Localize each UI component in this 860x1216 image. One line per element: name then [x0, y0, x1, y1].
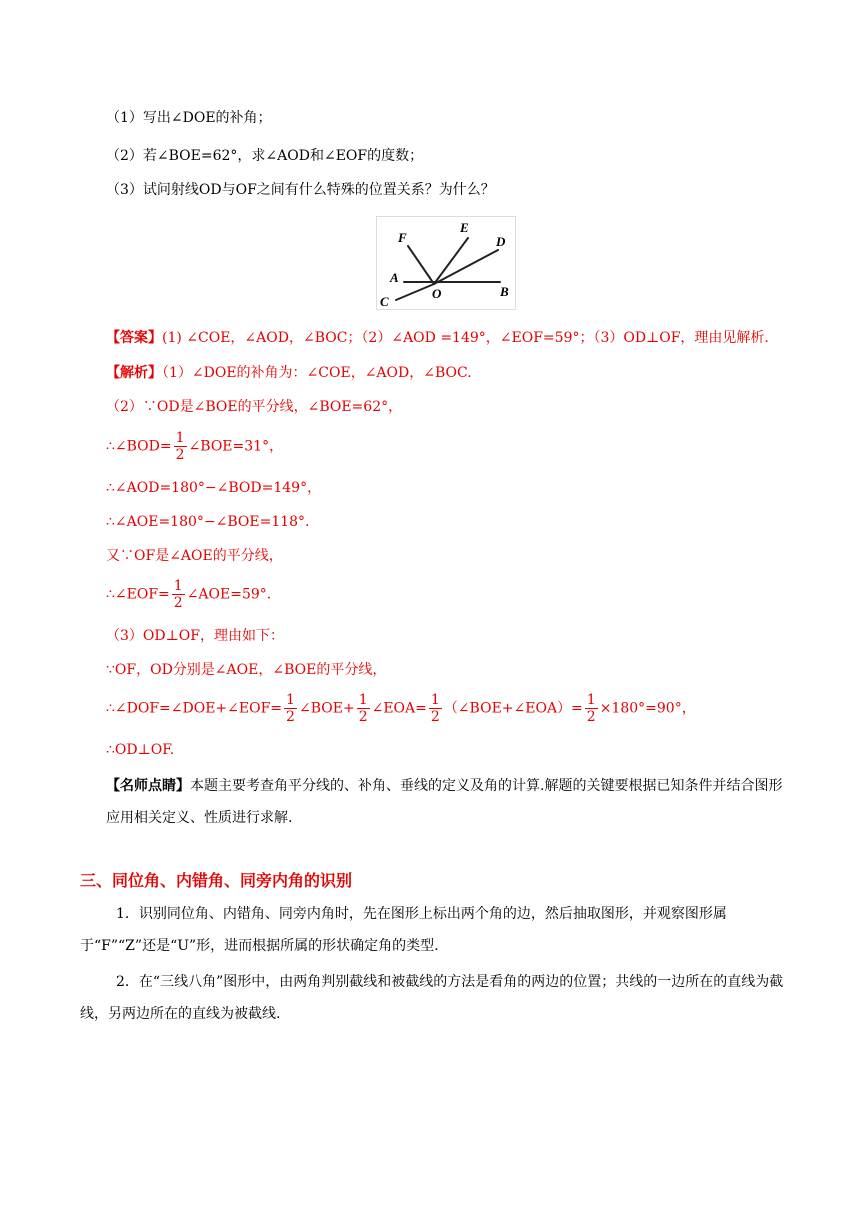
- analysis-line-8: （3）OD⊥OF，理由如下：: [106, 628, 284, 644]
- answer-tag: 【答案】: [106, 330, 162, 346]
- tip-text: 本题主要考查角平分线的、补角、垂线的定义及角的计算.解题的关键要根据已知条件并结合图形应用相关定义、性质进行求解.: [106, 778, 783, 826]
- label-a: A: [390, 270, 399, 285]
- analysis-line-1: 【解析】（1）∠DOE的补角为：∠COE，∠AOD，∠BOC.: [106, 365, 472, 381]
- section-paragraph-1: 1．识别同位角、内错角、同旁内角时，先在图形上标出两个角的边，然后抽取图形，并观察图形属于“F”“Z”还是“U”形，进而根据所属的形状确定角的类型.: [80, 906, 727, 954]
- label-o: O: [432, 286, 442, 301]
- label-b: B: [500, 284, 509, 299]
- analysis-line-11: ∴OD⊥OF.: [106, 742, 175, 758]
- analysis-line-10: ∴∠DOF=∠DOE+∠EOF= $\frac{1}{2}$ ∠BOE+ $\frac{1}{2}$ ∠EOA= $\frac{1}{2}$ （∠BOE+∠EOA）= $\frac{1}{2}$ ×180°=90°，: [106, 692, 696, 725]
- section-paragraph-2: 2．在“三线八角”图形中，由两角判别截线和被截线的方法是看角的两边的位置；共线的一边所在的直线为截线，另两边所在的直线为被截线.: [80, 974, 784, 1022]
- angle-figure: [376, 216, 516, 310]
- section-heading: 三、同位角、内错角、同旁内角的识别: [80, 871, 353, 890]
- analysis-line-4: ∴∠AOD=180°−∠BOD=149°，: [106, 480, 322, 496]
- answer-text: (1) ∠COE，∠AOD，∠BOC；（2）∠AOD =149°，∠EOF=59°；（3）OD⊥OF，理由见解析.: [162, 330, 769, 346]
- analysis-line-3: ∴∠BOD= $\frac{1}{2}$ ∠BOE=31°，: [106, 430, 284, 463]
- label-f: F: [398, 230, 407, 245]
- question-1: （1）写出∠DOE的补角；: [106, 110, 272, 126]
- answer-line: [106, 328, 769, 348]
- analysis-line-6: 又∵OF是∠AOE的平分线，: [106, 548, 283, 564]
- analysis-line-5: ∴∠AOE=180°−∠BOE=118°.: [106, 514, 310, 530]
- tip-tag: 【名师点睛】: [106, 778, 190, 794]
- tip-paragraph: [106, 770, 786, 834]
- analysis-tag: 【解析】: [106, 365, 162, 381]
- question-2: （2）若∠BOE=62°，求∠AOD和∠EOF的度数；: [106, 148, 424, 164]
- label-d: D: [496, 234, 506, 249]
- label-c: C: [380, 294, 389, 309]
- analysis-line-9: ∵OF，OD分别是∠AOE，∠BOE的平分线，: [106, 662, 387, 678]
- question-3: （3）试问射线OD与OF之间有什么特殊的位置关系？为什么？: [106, 182, 495, 198]
- analysis-line-2: （2）∵OD是∠BOE的平分线，∠BOE=62°，: [106, 399, 403, 415]
- analysis-line-7: ∴∠EOF= $\frac{1}{2}$ ∠AOE=59°.: [106, 578, 272, 611]
- label-e: E: [460, 220, 469, 235]
